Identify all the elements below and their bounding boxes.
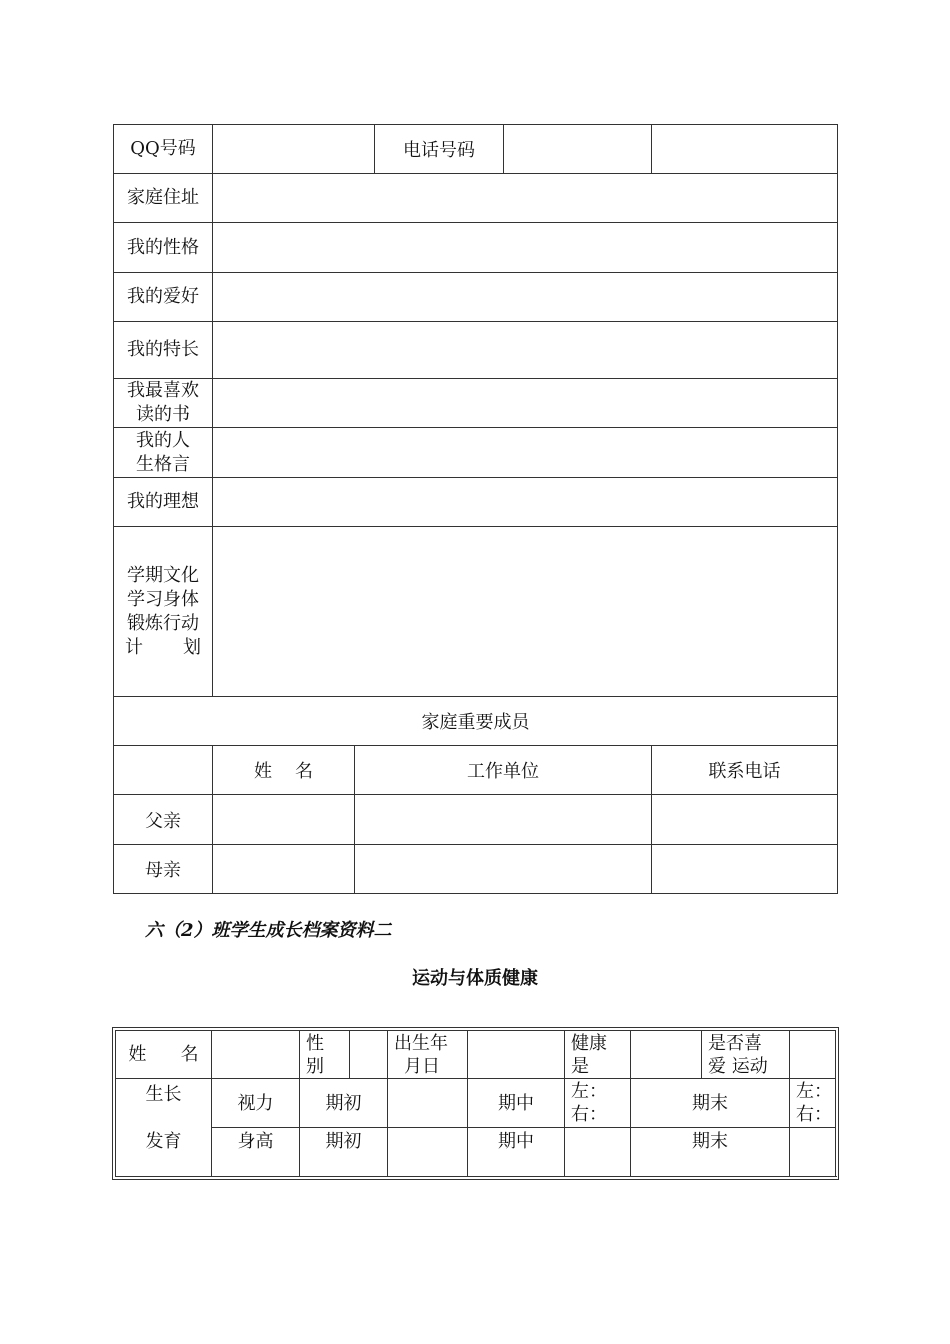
health-name-value[interactable]: [212, 1031, 300, 1079]
health-sport-line1: 是否喜: [708, 1032, 762, 1054]
health-name-label: [116, 1031, 212, 1079]
favorite-book-value[interactable]: [213, 379, 838, 428]
talent-value[interactable]: [213, 322, 838, 379]
health-healthy-line1: 健康: [571, 1032, 607, 1054]
family-title: 家庭重要成员: [114, 697, 838, 746]
qq-value[interactable]: [213, 125, 375, 174]
health-growth-line2: 发育: [145, 1131, 182, 1152]
height-start-label: 期初: [300, 1128, 388, 1177]
vision-mid-value[interactable]: [565, 1079, 631, 1128]
favorite-book-label-line1: 我最喜欢: [127, 380, 199, 401]
talent-label: 我的特长: [114, 322, 213, 379]
sub-heading: 运动与体质健康: [412, 968, 538, 989]
address-label: 家庭住址: [114, 174, 213, 223]
mother-phone[interactable]: [652, 845, 838, 894]
height-mid-value[interactable]: [565, 1128, 631, 1177]
plan-label-line4-b: 划: [183, 636, 201, 658]
mother-work[interactable]: [355, 845, 652, 894]
health-growth-line1: 生长: [145, 1084, 182, 1105]
vision-mid-right: 右：: [571, 1104, 607, 1125]
vision-end-value[interactable]: [790, 1079, 836, 1128]
favorite-book-label-line2: 读的书: [136, 404, 190, 425]
plan-label-line4: [125, 636, 201, 660]
hobby-label: 我的爱好: [114, 273, 213, 322]
phone-label: 电话号码: [375, 125, 504, 174]
father-name[interactable]: [213, 795, 355, 845]
profile-table: [113, 124, 838, 894]
plan-label: [114, 527, 213, 697]
health-gender-line2: 别: [306, 1055, 324, 1077]
health-sport-line2: 爱 运动: [708, 1055, 768, 1077]
family-header-blank: [114, 746, 213, 795]
health-name-label-b: 名: [180, 1044, 199, 1065]
family-col-work: 工作单位: [355, 746, 652, 795]
vision-mid-left: 左：: [571, 1081, 607, 1102]
favorite-book-label: [114, 379, 213, 428]
qq-label: QQ号码: [114, 125, 213, 174]
family-col-name-b: 名: [294, 761, 313, 782]
health-birth-value[interactable]: [468, 1031, 565, 1079]
health-gender-label: [300, 1031, 350, 1079]
health-growth-label: [116, 1079, 212, 1177]
family-col-name-a: 姓: [254, 761, 273, 782]
vision-label: 视力: [212, 1079, 300, 1128]
health-gender-value[interactable]: [350, 1031, 388, 1079]
hobby-value[interactable]: [213, 273, 838, 322]
height-start-value[interactable]: [388, 1128, 468, 1177]
health-table: [115, 1030, 836, 1177]
phone-value[interactable]: [504, 125, 652, 174]
health-birth-label: [388, 1031, 468, 1079]
vision-end-right: 右：: [796, 1104, 832, 1125]
plan-label-line2: 学习身体: [127, 588, 199, 610]
health-healthy-line2: 是: [571, 1055, 589, 1077]
ideal-label: 我的理想: [114, 478, 213, 527]
mother-name[interactable]: [213, 845, 355, 894]
health-gender-line1: 性: [306, 1032, 324, 1054]
health-sport-value[interactable]: [790, 1031, 836, 1079]
height-label: 身高: [212, 1128, 300, 1177]
height-mid-label: 期中: [468, 1128, 565, 1177]
plan-label-line4-a: 计: [125, 636, 143, 658]
father-phone[interactable]: [652, 795, 838, 845]
vision-end-left: 左：: [796, 1081, 832, 1102]
health-sport-label: [702, 1031, 790, 1079]
ideal-value[interactable]: [213, 478, 838, 527]
motto-label-line1: 我的人: [136, 429, 190, 451]
father-work[interactable]: [355, 795, 652, 845]
mother-label: 母亲: [114, 845, 213, 894]
health-healthy-value[interactable]: [631, 1031, 702, 1079]
motto-value[interactable]: [213, 428, 838, 478]
height-end-label: 期末: [631, 1128, 790, 1177]
vision-mid-label: 期中: [468, 1079, 565, 1128]
vision-end-label: 期末: [631, 1079, 790, 1128]
phone-extra[interactable]: [652, 125, 838, 174]
plan-label-line1: 学期文化: [127, 564, 199, 586]
plan-label-line3: 锻炼行动: [127, 612, 199, 634]
plan-value[interactable]: [213, 527, 838, 697]
address-value[interactable]: [213, 174, 838, 223]
health-healthy-label: [565, 1031, 631, 1079]
personality-value[interactable]: [213, 223, 838, 273]
height-end-value[interactable]: [790, 1128, 836, 1177]
family-col-name: [213, 746, 355, 795]
health-birth-line1: 出生年: [394, 1032, 448, 1054]
family-col-phone: 联系电话: [652, 746, 838, 795]
vision-start-label: 期初: [300, 1079, 388, 1128]
personality-label: 我的性格: [114, 223, 213, 273]
father-label: 父亲: [114, 795, 213, 845]
vision-start-value[interactable]: [388, 1079, 468, 1128]
motto-label-line2: 生格言: [136, 453, 190, 475]
health-name-label-a: 姓: [128, 1044, 147, 1065]
motto-label: [114, 428, 213, 478]
section-heading: 六（2）班学生成长档案资料二: [145, 920, 392, 941]
health-birth-line2: 月日: [404, 1055, 440, 1077]
